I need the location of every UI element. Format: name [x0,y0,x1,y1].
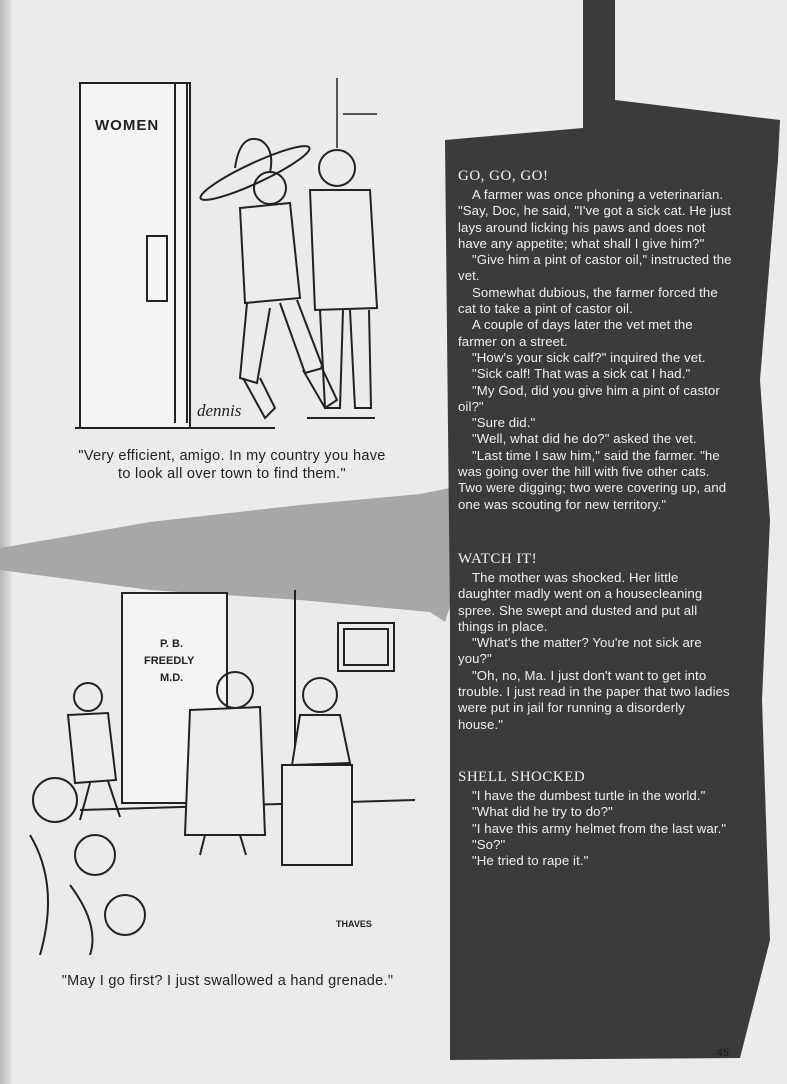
joke-2-paragraph: "Oh, no, Ma. I just don't want to get into trouble. I just read in the paper that two ladies were put in jail for running a disorderly house." [458,667,730,732]
joke-3-paragraph: "I have the dumbest turtle in the world." [472,787,706,803]
cartoon-mexican-restroom [75,78,405,438]
joke-1-paragraph: "My God, did you give him a pint of castor oil?" [458,382,720,414]
joke-shell-shocked [458,769,733,869]
joke-2-title: WATCH IT! [458,550,538,567]
joke-1-paragraph: "Well, what did he do?" asked the vet. [472,431,697,447]
door-sign-women: WOMEN [95,117,160,134]
door-women [80,83,190,428]
cartoon-doctor-waiting-room [20,585,415,955]
signature-dennis: dennis [197,401,242,420]
reception-desk [282,765,352,865]
door-sign-line-3: M.D. [160,672,184,684]
joke-3-paragraph: "What did he try to do?" [472,804,613,820]
suited-man-head [319,150,355,186]
caption-1-line-1: "Very efficient, amigo. In my country you have [78,448,386,464]
joke-1-paragraph: A couple of days later the vet met the farmer on a street. [458,317,693,349]
joke-3-paragraph: "He tried to rape it." [472,853,589,869]
joke-go-go-go [458,168,733,513]
joke-2-paragraph: "What's the matter? You're not sick are you?" [458,635,702,667]
joke-1-paragraph: Somewhat dubious, the farmer forced the cat to take a pint of castor oil. [458,284,718,317]
jokes-column [458,168,733,869]
caption-1-line-2: to look all over town to find them." [118,466,346,482]
joke-1-paragraph: A farmer was once phoning a veterinarian. "Say, Doc, he said, "I've got a sick cat. He just lays around licking his paws and does not have any appetite; what shall I give him?" [458,187,732,251]
joke-1-paragraph: "Sure did." [472,415,536,431]
wall-diploma [338,623,394,671]
joke-3-paragraph: "So?" [472,836,506,852]
joke-3-title: SHELL SHOCKED [458,768,586,785]
joke-watch-it [458,551,733,733]
joke-3-paragraph: "I have this army helmet from the last war." [472,820,727,836]
joke-1-title: GO, GO, GO! [458,168,549,184]
caption-cartoon-2: "May I go first? I just swallowed a hand grenade." [61,973,394,989]
sombrero [196,139,313,208]
door-sign-line-2: FREEDLY [144,655,195,667]
joke-2-paragraph: The mother was shocked. Her little daughter madly went on a housecleaning spree. She swept and dusted and put all things in place. [458,569,703,634]
caption-cartoon-1 [62,447,402,483]
door-sign-line-1: P. B. [160,638,184,650]
page-number: 45 [716,1047,729,1059]
joke-1-paragraph: "Sick calf! That was a sick cat I had." [472,366,691,382]
joke-1-paragraph: "Last time I saw him," said the farmer. "he was going over the hill with five other cats. Two were digging; two were covering up, and one was scouting for new territory." [458,447,727,512]
joke-1-paragraph: "Give him a pint of castor oil," instructed the vet. [458,252,732,284]
signature-thaves: THAVES [336,919,372,929]
joke-1-paragraph: "How's your sick calf?" inquired the vet. [472,349,706,365]
